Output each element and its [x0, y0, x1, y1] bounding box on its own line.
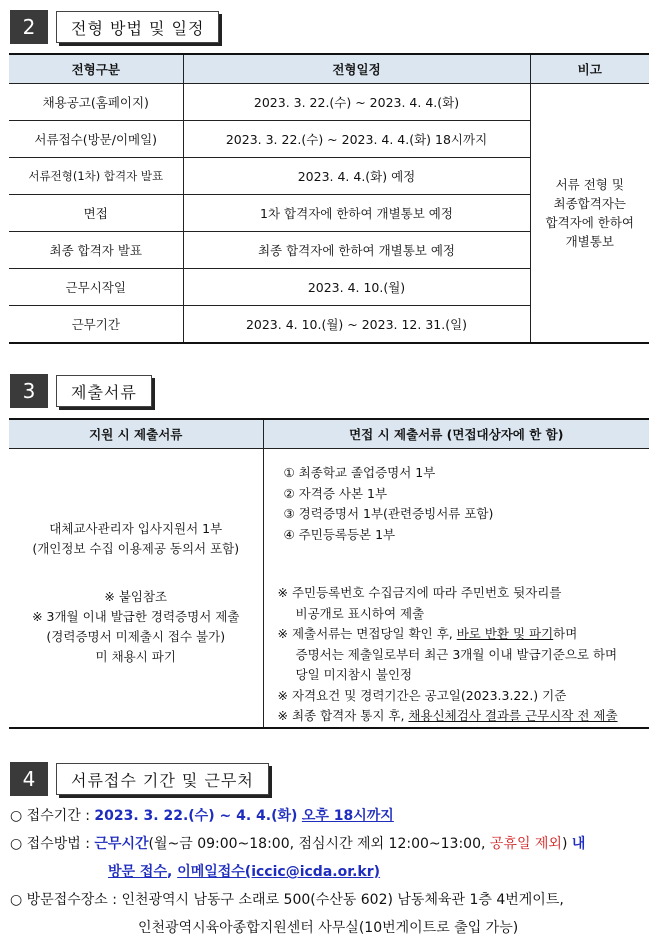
doc-note: 비공개로 표시하여 제출 [295, 605, 425, 621]
table-row [9, 84, 649, 121]
doc-note: ※ 최종 합격자 통지 후, 채용신체검사 결과를 근무시작 전 제출 [277, 708, 618, 723]
note-line: 개별통보 [565, 234, 614, 249]
note-line: 합격자에 한하여 [545, 215, 634, 230]
doc-item: ① 최종학교 졸업증명서 1부 [283, 465, 436, 480]
place-row-2: 인천광역시육아종합지원센터 사무실(10번게이트로 출입 가능) [138, 920, 519, 936]
col-header: 면접 시 제출서류 (면접대상자에 한 함) [263, 419, 649, 449]
documents-table [9, 418, 649, 729]
stage-cell: 서류전형(1차) 합격자 발표 [9, 158, 183, 195]
doc-line: (개인정보 수집 이용제공 동의서 포함) [32, 541, 240, 556]
email-link[interactable]: 이메일접수(iccic@icda.or.kr) [177, 864, 381, 880]
col-header: 전형구분 [9, 54, 183, 84]
date-cell: 최종 합격자에 한하여 개별통보 예정 [183, 232, 530, 269]
date-cell: 2023. 4. 10.(월) ~ 2023. 12. 31.(일) [183, 306, 530, 344]
doc-note: ※ 붙임참조 [104, 589, 168, 604]
place-row: ○ 방문접수장소 : 인천광역시 남동구 소래로 500(수산동 602) 남동체육관 1층 4번게이트, [10, 892, 564, 908]
doc-note: ※ 주민등록번호 수집금지에 따라 주민번호 뒷자리를 [277, 585, 562, 600]
period-row: ○ 접수기간 : 2023. 3. 22.(수) ~ 4. 4.(화) 오후 18시까지 [10, 808, 394, 824]
stage-cell: 채용공고(홈페이지) [9, 84, 183, 121]
section-3-header [10, 374, 152, 408]
doc-note: ※ 3개월 이내 발급한 경력증명서 제출 [32, 609, 240, 624]
col-header: 전형일정 [183, 54, 530, 84]
doc-item: ④ 주민등록등본 1부 [283, 526, 396, 542]
date-cell: 2023. 3. 22.(수) ~ 2023. 4. 4.(화) 18시까지 [183, 121, 530, 158]
col-header: 지원 시 제출서류 [9, 419, 263, 449]
application-docs-cell [9, 449, 263, 728]
section-2-header [10, 10, 219, 44]
interview-docs-cell [263, 449, 649, 728]
doc-line: 대체교사관리자 입사지원서 1부 [49, 521, 223, 536]
doc-note: 당일 미지참시 불인정 [295, 667, 413, 682]
section-number: 3 [10, 374, 48, 408]
date-cell: 2023. 3. 22.(수) ~ 2023. 4. 4.(화) [183, 84, 530, 121]
section-number: 2 [10, 10, 48, 44]
date-cell: 1차 합격자에 한하여 개별통보 예정 [183, 195, 530, 232]
method-row-2: 방문 접수, 이메일접수(iccic@icda.or.kr) [108, 864, 381, 880]
date-cell: 2023. 4. 10.(월) [183, 269, 530, 306]
doc-note: 미 채용시 파기 [95, 649, 176, 664]
stage-cell: 서류접수(방문/이메일) [9, 121, 183, 158]
note-line: 최종합격자는 [553, 196, 626, 211]
note-cell [530, 84, 649, 344]
col-header: 비고 [530, 54, 649, 84]
date-cell: 2023. 4. 4.(화) 예정 [183, 158, 530, 195]
application-info [10, 802, 655, 942]
note-line: 서류 전형 및 [555, 177, 624, 192]
doc-note: (경력증명서 미제출시 접수 불가) [46, 629, 226, 644]
section-number: 4 [10, 762, 48, 796]
doc-note: ※ 자격요건 및 경력기간은 공고일(2023.3.22.) 기준 [277, 687, 567, 703]
section-title: 제출서류 [56, 375, 152, 407]
doc-item: ③ 경력증명서 1부(관련증빙서류 포함) [283, 506, 494, 521]
schedule-table [9, 53, 649, 344]
section-title: 전형 방법 및 일정 [56, 11, 219, 43]
section-4-header [10, 762, 269, 796]
stage-cell: 면접 [9, 195, 183, 232]
doc-note: 증명서는 제출일로부터 최근 3개월 이내 발급기준으로 하며 [295, 646, 618, 662]
doc-item: ② 자격증 사본 1부 [283, 485, 388, 501]
stage-cell: 근무시작일 [9, 269, 183, 306]
stage-cell: 근무기간 [9, 306, 183, 344]
method-row: ○ 접수방법 : 근무시간(월~금 09:00~18:00, 점심시간 제외 12:00~13:00, 공휴일 제외) 내 [10, 836, 586, 852]
doc-note: ※ 제출서류는 면접당일 확인 후, 바로 반환 및 파기하며 [277, 626, 578, 641]
section-title: 서류접수 기간 및 근무처 [56, 763, 269, 795]
stage-cell: 최종 합격자 발표 [9, 232, 183, 269]
